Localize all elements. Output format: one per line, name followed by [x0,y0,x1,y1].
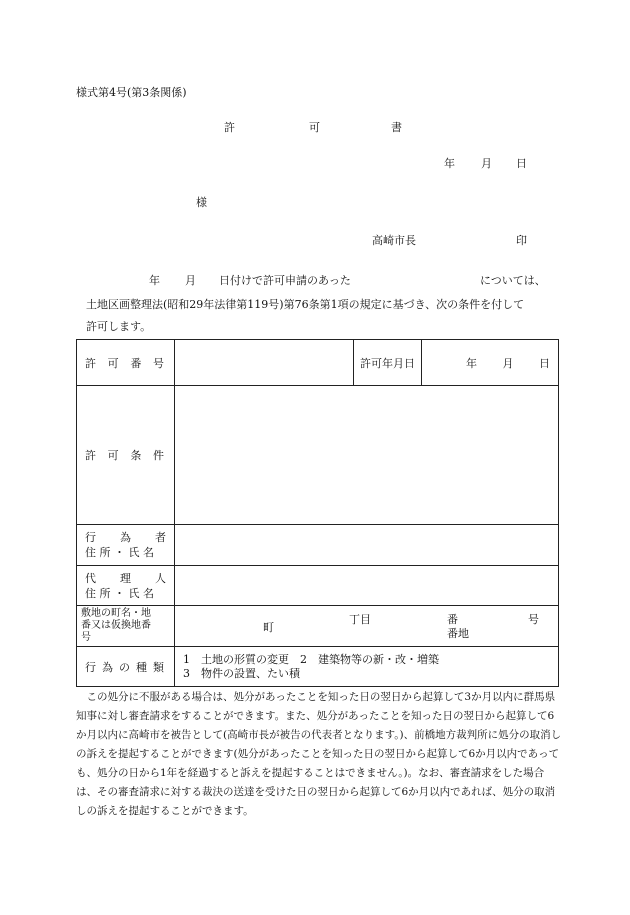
actor-value [175,525,559,566]
table-row [77,340,559,386]
table-row [77,647,559,687]
title-char: 書 [391,121,402,134]
permit-number-value [175,340,354,386]
permit-table [76,339,559,687]
date-month-label: 月 [481,157,492,170]
permit-number-label: 許 可 番 号 [77,340,175,386]
title-char: 許 [224,121,235,134]
action-type-value: 1 土地の形質の変更 2 建築物等の新・改・増築 3 物件の設置、たい積 [175,647,559,687]
intro-line-2: 土地区画整理法(昭和29年法律第119号)第76条第1項の規定に基づき、次の条件を付して [86,298,525,311]
location-value: 町 丁目 番 番地 号 [175,606,559,647]
table-row [77,386,559,525]
agent-value [175,566,559,606]
date-year-label: 年 [444,157,455,170]
agent-label: 代 理 人 住 所 ・ 氏 名 [77,566,175,606]
intro-line-3: 許可します。 [86,320,152,333]
intro-month-label: 月 [185,274,196,287]
seal-mark: 印 [516,234,527,247]
form-number: 様式第4号(第3条関係) [76,86,187,99]
permit-date-value: 年 月 日 [422,340,559,386]
appeal-notice: この処分に不服がある場合は、処分があったことを知った日の翌日から起算して3か月以内に群馬県知事に対し審査請求をすることができます。また、処分があったことを知った日の翌日から起算して6か月以内に高崎市を被告として(高崎市長が被告の代表者となります。)、前橋地方裁判所に処分の取消しの訴えを提起することができます(処分があったことを知った日の翌日から起算して6か月以内であっても、処分の日から1年を経過すると訴えを提起することはできません。)。なお、審査請求をした場合は、その審査請求に対する裁決の送達を受けた日の翌日から起算して6か月以内であれば、処分の取消しの訴えを提起することができます。 [76,691,562,817]
table-row [77,606,559,647]
table-row [77,525,559,566]
permit-date-label: 許可年月日 [354,340,422,386]
title-char: 可 [309,121,320,134]
table-row [77,566,559,606]
intro-regarding: については、 [480,274,546,287]
intro-day-text: 日付けで許可申請のあった [219,274,351,287]
conditions-label: 許 可 条 件 [77,386,175,525]
location-label: 敷地の町名・地 番又は仮換地番 号 [77,606,175,647]
conditions-value [175,386,559,525]
intro-year-label: 年 [149,274,160,287]
actor-label: 行 為 者 住 所 ・ 氏 名 [77,525,175,566]
issuer-name: 高崎市長 [372,234,416,247]
action-type-label: 行 為 の 種 類 [77,647,175,687]
date-day-label: 日 [516,157,527,170]
addressee-suffix: 様 [196,196,207,209]
